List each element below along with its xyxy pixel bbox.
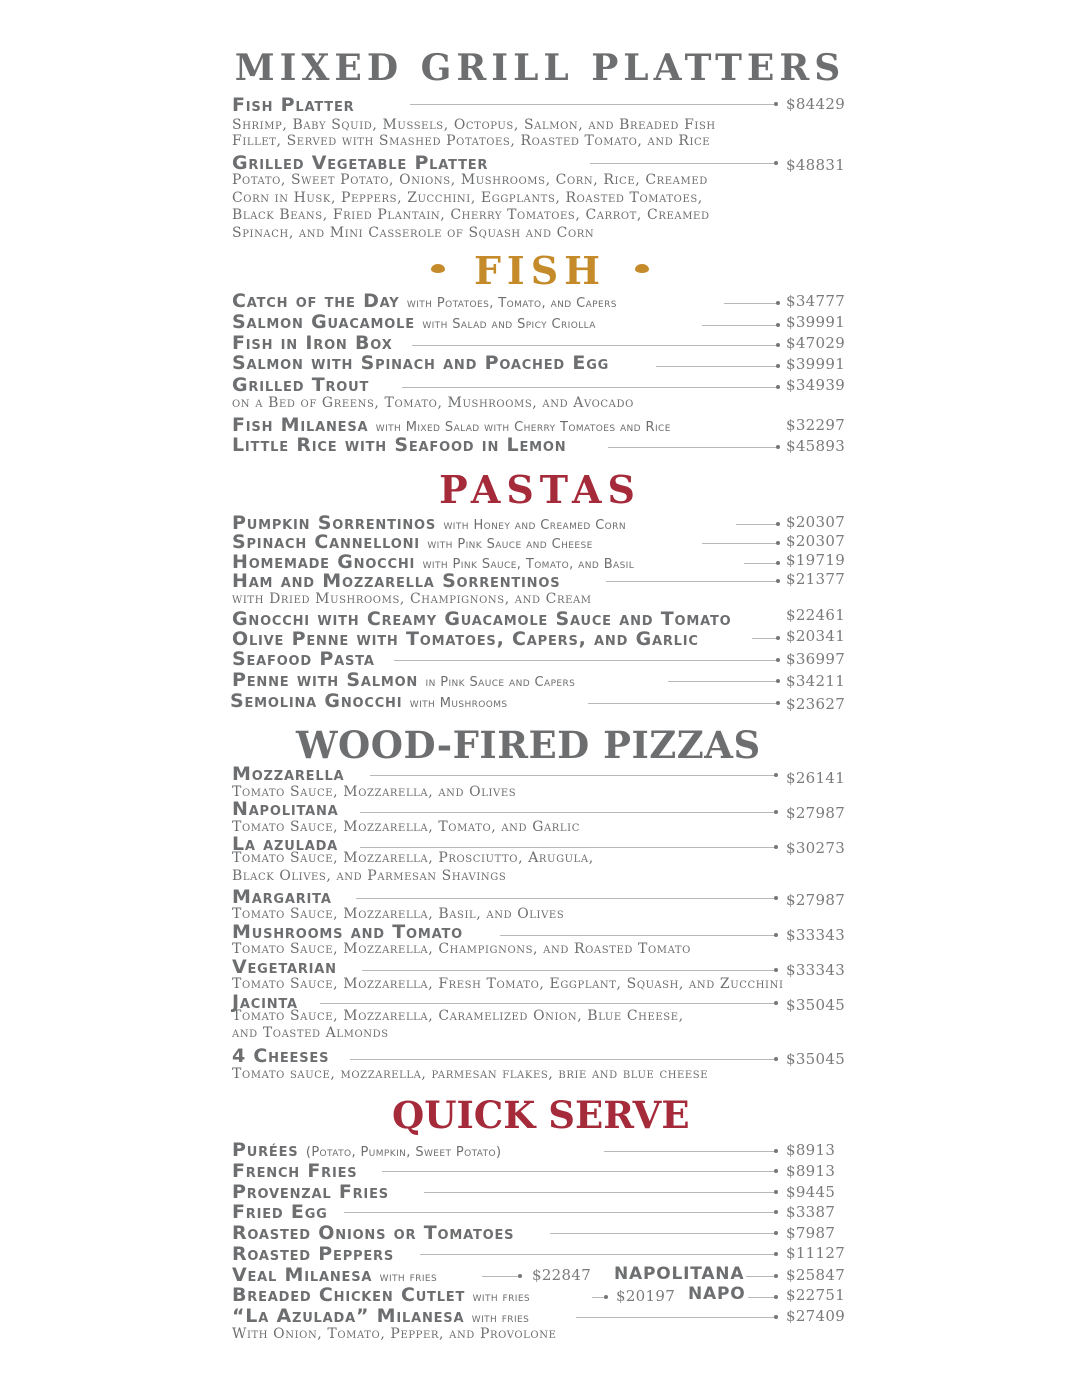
item-name: Pumpkin Sorrentinos with Honey and Creamed Corn bbox=[232, 512, 626, 534]
item-price: $3387 bbox=[786, 1203, 836, 1221]
item-name: 4 Cheeses bbox=[232, 1045, 330, 1067]
item-description: Tomato Sauce, Mozzarella, Caramelized Onion, Blue Cheese, bbox=[232, 1008, 684, 1024]
leaf-ornament-icon bbox=[635, 264, 649, 273]
item-name: Fish Platter bbox=[232, 94, 355, 116]
item-price: $7987 bbox=[786, 1224, 836, 1242]
section-title-pizzas: WOOD-FIRED PIZZAS bbox=[296, 723, 761, 767]
price-leader bbox=[608, 447, 778, 448]
item-price: $47029 bbox=[786, 334, 846, 352]
item-name: Margarita bbox=[232, 886, 332, 908]
item-name: Breaded Chicken Cutlet with fries bbox=[232, 1284, 531, 1306]
price-leader bbox=[748, 1297, 776, 1298]
price-leader bbox=[482, 1276, 520, 1277]
price-leader bbox=[736, 524, 778, 525]
item-price: $27987 bbox=[786, 804, 846, 822]
price-leader bbox=[394, 660, 778, 661]
price-leader bbox=[576, 1317, 776, 1318]
item-price: $39991 bbox=[786, 313, 846, 331]
price-leader bbox=[350, 1059, 776, 1060]
item-description: Shrimp, Baby Squid, Mussels, Octopus, Salmon, and Breaded Fish bbox=[232, 117, 716, 133]
price-leader bbox=[362, 970, 776, 971]
item-name: Veal Milanesa with fries bbox=[232, 1264, 438, 1286]
item-price: $9445 bbox=[786, 1183, 836, 1201]
price-leader bbox=[360, 847, 776, 848]
item-name: Jacinta bbox=[232, 991, 298, 1013]
item-name: Roasted Onions or Tomatoes bbox=[232, 1222, 515, 1244]
price-leader bbox=[370, 775, 776, 776]
price-leader bbox=[420, 1254, 776, 1255]
price-leader bbox=[344, 1212, 776, 1213]
item-price: $27409 bbox=[786, 1307, 846, 1325]
section-title-fish: FISH bbox=[230, 252, 850, 290]
item-description: Tomato Sauce, Mozzarella, and Olives bbox=[232, 784, 517, 800]
item-price: $26141 bbox=[786, 769, 846, 787]
price-leader bbox=[402, 387, 778, 388]
price-leader bbox=[744, 563, 778, 564]
item-price: $34939 bbox=[786, 376, 846, 394]
item-price: $22461 bbox=[786, 606, 846, 624]
item-name: “La Azulada” Milanesa with fries bbox=[232, 1305, 530, 1327]
item-description: Tomato Sauce, Mozzarella, Tomato, and Garlic bbox=[232, 819, 580, 835]
item-price: $45893 bbox=[786, 437, 846, 455]
item-name: La azulada bbox=[232, 833, 339, 855]
item-description: Tomato Sauce, Mozzarella, Prosciutto, Arugula, bbox=[232, 850, 594, 866]
price-leader bbox=[588, 703, 778, 704]
item-description: Tomato Sauce, Mozzarella, Fresh Tomato, Eggplant, Squash, and Zucchini bbox=[232, 976, 784, 992]
item-alt-name: NAPO bbox=[688, 1284, 746, 1304]
price-leader bbox=[550, 1233, 776, 1234]
item-description: Tomato Sauce, Mozzarella, Champignons, and Roasted Tomato bbox=[232, 941, 691, 957]
item-name: Fish in Iron Box bbox=[232, 332, 393, 354]
item-price: $48831 bbox=[786, 156, 846, 174]
item-name: Spinach Cannelloni with Pink Sauce and Cheese bbox=[232, 531, 593, 553]
item-price: $33343 bbox=[786, 926, 846, 944]
item-name: Provenzal Fries bbox=[232, 1181, 389, 1203]
item-name: Purées (Potato, Pumpkin, Sweet Potato) bbox=[232, 1139, 502, 1161]
item-name: Little Rice with Seafood in Lemon bbox=[232, 434, 567, 456]
item-name: Penne with Salmon in Pink Sauce and Capers bbox=[232, 669, 576, 691]
item-name: Ham and Mozzarella Sorrentinos bbox=[232, 570, 561, 592]
item-description: Black Olives, and Parmesan Shavings bbox=[232, 868, 507, 884]
item-alt-price: $22751 bbox=[786, 1286, 846, 1304]
item-name: Fish Milanesa with Mixed Salad with Cherry Tomatoes and Rice bbox=[232, 414, 671, 436]
price-leader bbox=[656, 366, 778, 367]
item-name: Vegetarian bbox=[232, 956, 337, 978]
price-leader bbox=[590, 163, 776, 164]
item-name: Grilled Vegetable Platter bbox=[232, 152, 489, 174]
item-price: $11127 bbox=[786, 1244, 846, 1262]
item-price: $20341 bbox=[786, 627, 846, 645]
price-leader bbox=[592, 1297, 606, 1298]
item-name: Mushrooms and Tomato bbox=[232, 921, 463, 943]
item-name: Grilled Trout bbox=[232, 374, 370, 396]
price-leader bbox=[668, 681, 778, 682]
item-name: Napolitana bbox=[232, 798, 339, 820]
item-description: on a Bed of Greens, Tomato, Mushrooms, and Avocado bbox=[232, 395, 634, 411]
item-description: with Dried Mushrooms, Champignons, and Cream bbox=[232, 591, 592, 607]
item-name: French Fries bbox=[232, 1160, 358, 1182]
price-leader bbox=[752, 638, 778, 639]
item-price: $32297 bbox=[786, 416, 846, 434]
item-price: $35045 bbox=[786, 1050, 846, 1068]
price-leader bbox=[724, 303, 778, 304]
item-price: $20307 bbox=[786, 513, 846, 531]
item-description: Potato, Sweet Potato, Onions, Mushrooms, Corn, Rice, Creamed bbox=[232, 172, 708, 188]
price-leader bbox=[382, 1171, 776, 1172]
item-price: $27987 bbox=[786, 891, 846, 909]
item-price: $34211 bbox=[786, 672, 846, 690]
item-description: Tomato sauce, mozzarella, parmesan flakes, brie and blue cheese bbox=[232, 1066, 709, 1082]
price-leader bbox=[356, 898, 776, 899]
item-price: $84429 bbox=[786, 95, 846, 113]
item-name: Semolina Gnocchi with Mushrooms bbox=[230, 690, 508, 712]
item-name: Homemade Gnocchi with Pink Sauce, Tomato, and Basil bbox=[232, 551, 635, 573]
item-name: Catch of the Day with Potatoes, Tomato, and Capers bbox=[232, 290, 617, 312]
item-name: Fried Egg bbox=[232, 1201, 328, 1223]
item-price: $33343 bbox=[786, 961, 846, 979]
item-price: $22847 bbox=[532, 1266, 592, 1284]
item-price: $19719 bbox=[786, 551, 846, 569]
item-price: $20197 bbox=[616, 1287, 676, 1305]
item-name: Roasted Peppers bbox=[232, 1243, 395, 1265]
price-leader bbox=[410, 104, 776, 105]
price-leader bbox=[702, 543, 778, 544]
leaf-ornament-icon bbox=[431, 264, 445, 273]
item-price: $30273 bbox=[786, 839, 846, 857]
price-leader bbox=[746, 1276, 776, 1277]
item-description: Fillet, Served with Smashed Potatoes, Roasted Tomato, and Rice bbox=[232, 133, 711, 149]
section-title-mixed-grill: MIXED GRILL PLATTERS bbox=[234, 47, 846, 89]
price-leader bbox=[412, 345, 778, 346]
item-price: $34777 bbox=[786, 292, 846, 310]
price-leader bbox=[424, 1192, 776, 1193]
item-name: Salmon Guacamole with Salad and Spicy Criolla bbox=[232, 311, 596, 333]
item-price: $35045 bbox=[786, 996, 846, 1014]
price-leader bbox=[702, 325, 778, 326]
item-description: and Toasted Almonds bbox=[232, 1025, 389, 1041]
item-price: $23627 bbox=[786, 695, 846, 713]
price-leader bbox=[606, 581, 778, 582]
price-leader bbox=[320, 1003, 776, 1004]
item-price: $36997 bbox=[786, 650, 846, 668]
section-title-quick-serve: QUICK SERVE bbox=[392, 1093, 690, 1137]
item-price: $39991 bbox=[786, 355, 846, 373]
item-description: Black Beans, Fried Plantain, Cherry Tomatoes, Carrot, Creamed bbox=[232, 207, 710, 223]
item-name: Gnocchi with Creamy Guacamole Sauce and Tomato bbox=[232, 608, 732, 630]
item-price: $20307 bbox=[786, 532, 846, 550]
item-name: Seafood Pasta bbox=[232, 648, 375, 670]
item-price: $21377 bbox=[786, 570, 846, 588]
item-price: $8913 bbox=[786, 1162, 836, 1180]
item-description: Tomato Sauce, Mozzarella, Basil, and Olives bbox=[232, 906, 565, 922]
item-name: Mozzarella bbox=[232, 763, 345, 785]
item-name: Olive Penne with Tomatoes, Capers, and Garlic bbox=[232, 628, 699, 650]
item-price: $8913 bbox=[786, 1141, 836, 1159]
price-leader bbox=[500, 935, 776, 936]
item-description: Spinach, and Mini Casserole of Squash and Corn bbox=[232, 225, 595, 241]
item-alt-price: $25847 bbox=[786, 1266, 846, 1284]
price-leader bbox=[604, 1151, 776, 1152]
item-alt-name: NAPOLITANA bbox=[614, 1264, 745, 1284]
item-name: Salmon with Spinach and Poached Egg bbox=[232, 352, 610, 374]
item-description: Corn in Husk, Peppers, Zucchini, Eggplants, Roasted Tomatoes, bbox=[232, 190, 703, 206]
price-leader bbox=[360, 812, 776, 813]
item-description: With Onion, Tomato, Pepper, and Provolone bbox=[232, 1326, 557, 1342]
section-title-pastas: PASTAS bbox=[439, 467, 641, 512]
